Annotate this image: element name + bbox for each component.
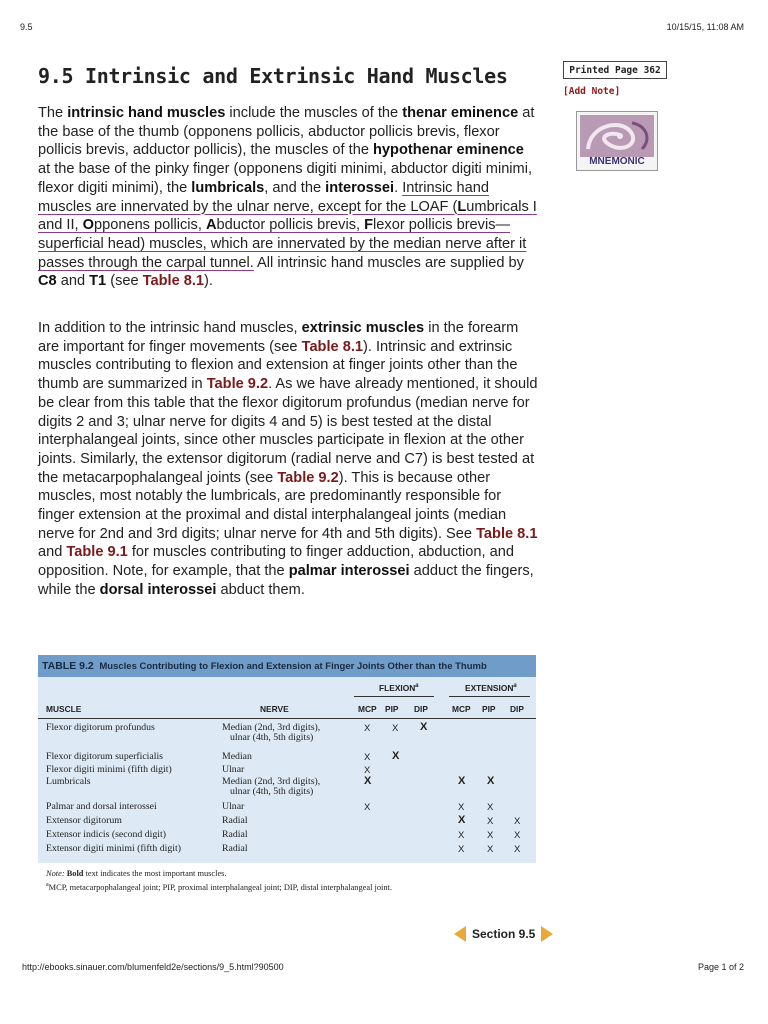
table-cell-mark: X xyxy=(458,830,465,841)
mnemonic-label: MNEMONIC xyxy=(589,156,645,167)
table-cell-nerve: Radial xyxy=(222,843,248,854)
table-cell-nerve: Radial xyxy=(222,829,248,840)
table-cell-mark: X xyxy=(364,723,371,734)
col-header: PIP xyxy=(385,704,399,714)
table-8-1-link[interactable]: Table 8.1 xyxy=(301,338,363,355)
table-cell-mark: X xyxy=(364,802,371,813)
table-cell-nerve: Radial xyxy=(222,815,248,826)
print-datetime: 10/15/15, 11:08 AM xyxy=(666,22,744,32)
table-cell-nerve: Ulnar xyxy=(222,801,245,812)
table-cell-mark: X xyxy=(364,765,371,776)
col-header: DIP xyxy=(414,704,428,714)
group-header-extension: EXTENSION$^a$ xyxy=(465,683,517,693)
table-cell-muscle: Palmar and dorsal interossei xyxy=(46,801,157,812)
table-cell-mark: X xyxy=(514,816,521,827)
page-count: Page 1 of 2 xyxy=(697,962,744,972)
paragraph-extrinsic: In addition to the intrinsic hand muscles, extrinsic muscles in the forearm are important for finger movements (see Table 8.1). Intrinsic and extrinsic muscles contributing to flexion and extension at finger joints other than the thumb are summarized in Table 9.2. As we have already mentioned, it should be clear from this table that the flexor digitorum profundus (median nerve for digits 2 and 3; ulnar nerve for digits 4 and 5) is best tested at the distal interphalangeal joints, since other muscles participate in flexion at the other joints. Similarly, the extensor digitorum (radial nerve and C7) is best tested at the metacarpophalangeal joints (see Table 9.2). This is because other muscles, most notably the lumbricals, are predominantly responsible for finger extension at the proximal and distal interphalangeal joints (median nerve for 2nd and 3rd digits; ulnar nerve for 4th and 5th digits). See Table 8.1 and Table 9.1 for muscles contributing to finger adduction, abduction, and opposition. Note, for example, that the palmar interossei adduct the fingers, while the dorsal interossei abduct them. xyxy=(38,320,538,598)
table-cell-nerve: Median xyxy=(222,751,252,762)
table-cell-muscle: Extensor indicis (second digit) xyxy=(46,829,166,840)
section-nav xyxy=(454,925,553,943)
table-note: Note: Bold text indicates the most important muscles. xyxy=(46,869,227,878)
table-cell-nerve: ulnar (4th, 5th digits) xyxy=(230,732,314,743)
table-cell-muscle: Extensor digiti minimi (fifth digit) xyxy=(46,843,181,854)
table-cell-muscle: Flexor digitorum profundus xyxy=(46,722,155,733)
table-cell-nerve: Median (2nd, 3rd digits), xyxy=(222,776,321,787)
table-cell-mark: X xyxy=(487,802,494,813)
header-rule xyxy=(38,718,536,719)
mnemonic-button[interactable] xyxy=(576,111,658,171)
table-cell-mark: X xyxy=(458,775,466,787)
table-cell-nerve: Median (2nd, 3rd digits), xyxy=(222,722,321,733)
mnemonic-image xyxy=(580,115,654,157)
table-cell-mark: X xyxy=(487,844,494,855)
print-header xyxy=(20,22,744,36)
group-rule xyxy=(449,696,530,697)
table-cell-muscle: Flexor digitorum superficialis xyxy=(46,751,163,762)
table-footnote: $^a$MCP, metacarpophalangeal joint; PIP, proximal interphalangeal joint; DIP, distal interphalangeal joint. xyxy=(46,882,392,892)
highlighted-passage: Intrinsic hand muscles are innervated by the ulnar nerve, except for the LOAF (Lumbricals I and II, Opponens pollicis, Abductor pollicis brevis, Flexor pollicis brevis—superficial head) muscles, which are innervated by the median nerve after it passes through the carpal tunnel. xyxy=(38,179,537,271)
paragraph-intrinsic: The intrinsic hand muscles include the muscles of the thenar eminence at the base of the thumb (opponens pollicis, abductor pollicis brevis, flexor pollicis brevis, adductor pollicis), the muscles of the hypothenar eminence at the base of the pinky finger (opponens digiti minimi, abductor digiti minimi, flexor digiti minimi), the lumbricals, and the interossei. Intrinsic hand muscles are innervated by the ulnar nerve, except for the LOAF (Lumbricals I and II, Opponens pollicis, Abductor pollicis brevis, Flexor pollicis brevis—superficial head) muscles, which are innervated by the median nerve after it passes through the carpal tunnel. All intrinsic hand muscles are supplied by C8 and T1 (see Table 8.1). xyxy=(38,105,537,290)
table-cell-mark: X xyxy=(420,721,428,733)
group-rule xyxy=(354,696,434,697)
table-cell-nerve: ulnar (4th, 5th digits) xyxy=(230,786,314,797)
table-cell-nerve: Ulnar xyxy=(222,764,245,775)
col-header: MCP xyxy=(452,704,471,714)
table-cell-mark: X xyxy=(392,723,399,734)
print-page-title: 9.5 xyxy=(20,22,33,32)
mnemonic-swirl-icon xyxy=(580,115,654,157)
table-cell-mark: X xyxy=(458,814,466,826)
table-9-2-link[interactable]: Table 9.2 xyxy=(277,469,339,486)
print-footer xyxy=(22,962,744,976)
previous-arrow-icon[interactable] xyxy=(454,926,466,942)
table-8-1-link[interactable]: Table 8.1 xyxy=(142,273,205,290)
next-arrow-icon[interactable] xyxy=(541,926,553,942)
table-cell-mark: X xyxy=(487,830,494,841)
table-9-2 xyxy=(38,655,536,863)
printed-page-box: Printed Page 362 xyxy=(563,61,667,79)
table-cell-mark: X xyxy=(487,816,494,827)
col-header: PIP xyxy=(482,704,496,714)
table-cell-muscle: Flexor digiti minimi (fifth digit) xyxy=(46,764,172,775)
col-header: MUSCLE xyxy=(46,704,82,714)
table-cell-muscle: Lumbricals xyxy=(46,776,91,787)
table-9-1-link[interactable]: Table 9.1 xyxy=(66,544,128,561)
table-cell-mark: X xyxy=(514,830,521,841)
page-url: http://ebooks.sinauer.com/blumenfeld2e/sections/9_5.html?90500 xyxy=(22,962,284,972)
table-cell-mark: X xyxy=(364,775,372,787)
table-9-2-link[interactable]: Table 9.2 xyxy=(206,376,269,393)
table-cell-mark: X xyxy=(458,802,465,813)
table-8-1-link[interactable]: Table 8.1 xyxy=(476,525,538,542)
col-header: NERVE xyxy=(260,704,289,714)
table-caption: TABLE 9.2 Muscles Contributing to Flexion and Extension at Finger Joints Other than the Thumb xyxy=(38,655,536,677)
table-cell-mark: X xyxy=(458,844,465,855)
add-note-link[interactable]: [Add Note] xyxy=(563,86,621,97)
table-cell-mark: X xyxy=(392,750,400,762)
table-cell-mark: X xyxy=(514,844,521,855)
table-cell-mark: X xyxy=(487,775,495,787)
col-header: MCP xyxy=(358,704,377,714)
page-title: 9.5 Intrinsic and Extrinsic Hand Muscles xyxy=(38,64,508,88)
col-header: DIP xyxy=(510,704,524,714)
table-cell-mark: X xyxy=(364,752,371,763)
section-label: Section 9.5 xyxy=(472,927,536,941)
group-header-flexion: FLEXION$^a$ xyxy=(379,683,419,693)
table-cell-muscle: Extensor digitorum xyxy=(46,815,122,826)
